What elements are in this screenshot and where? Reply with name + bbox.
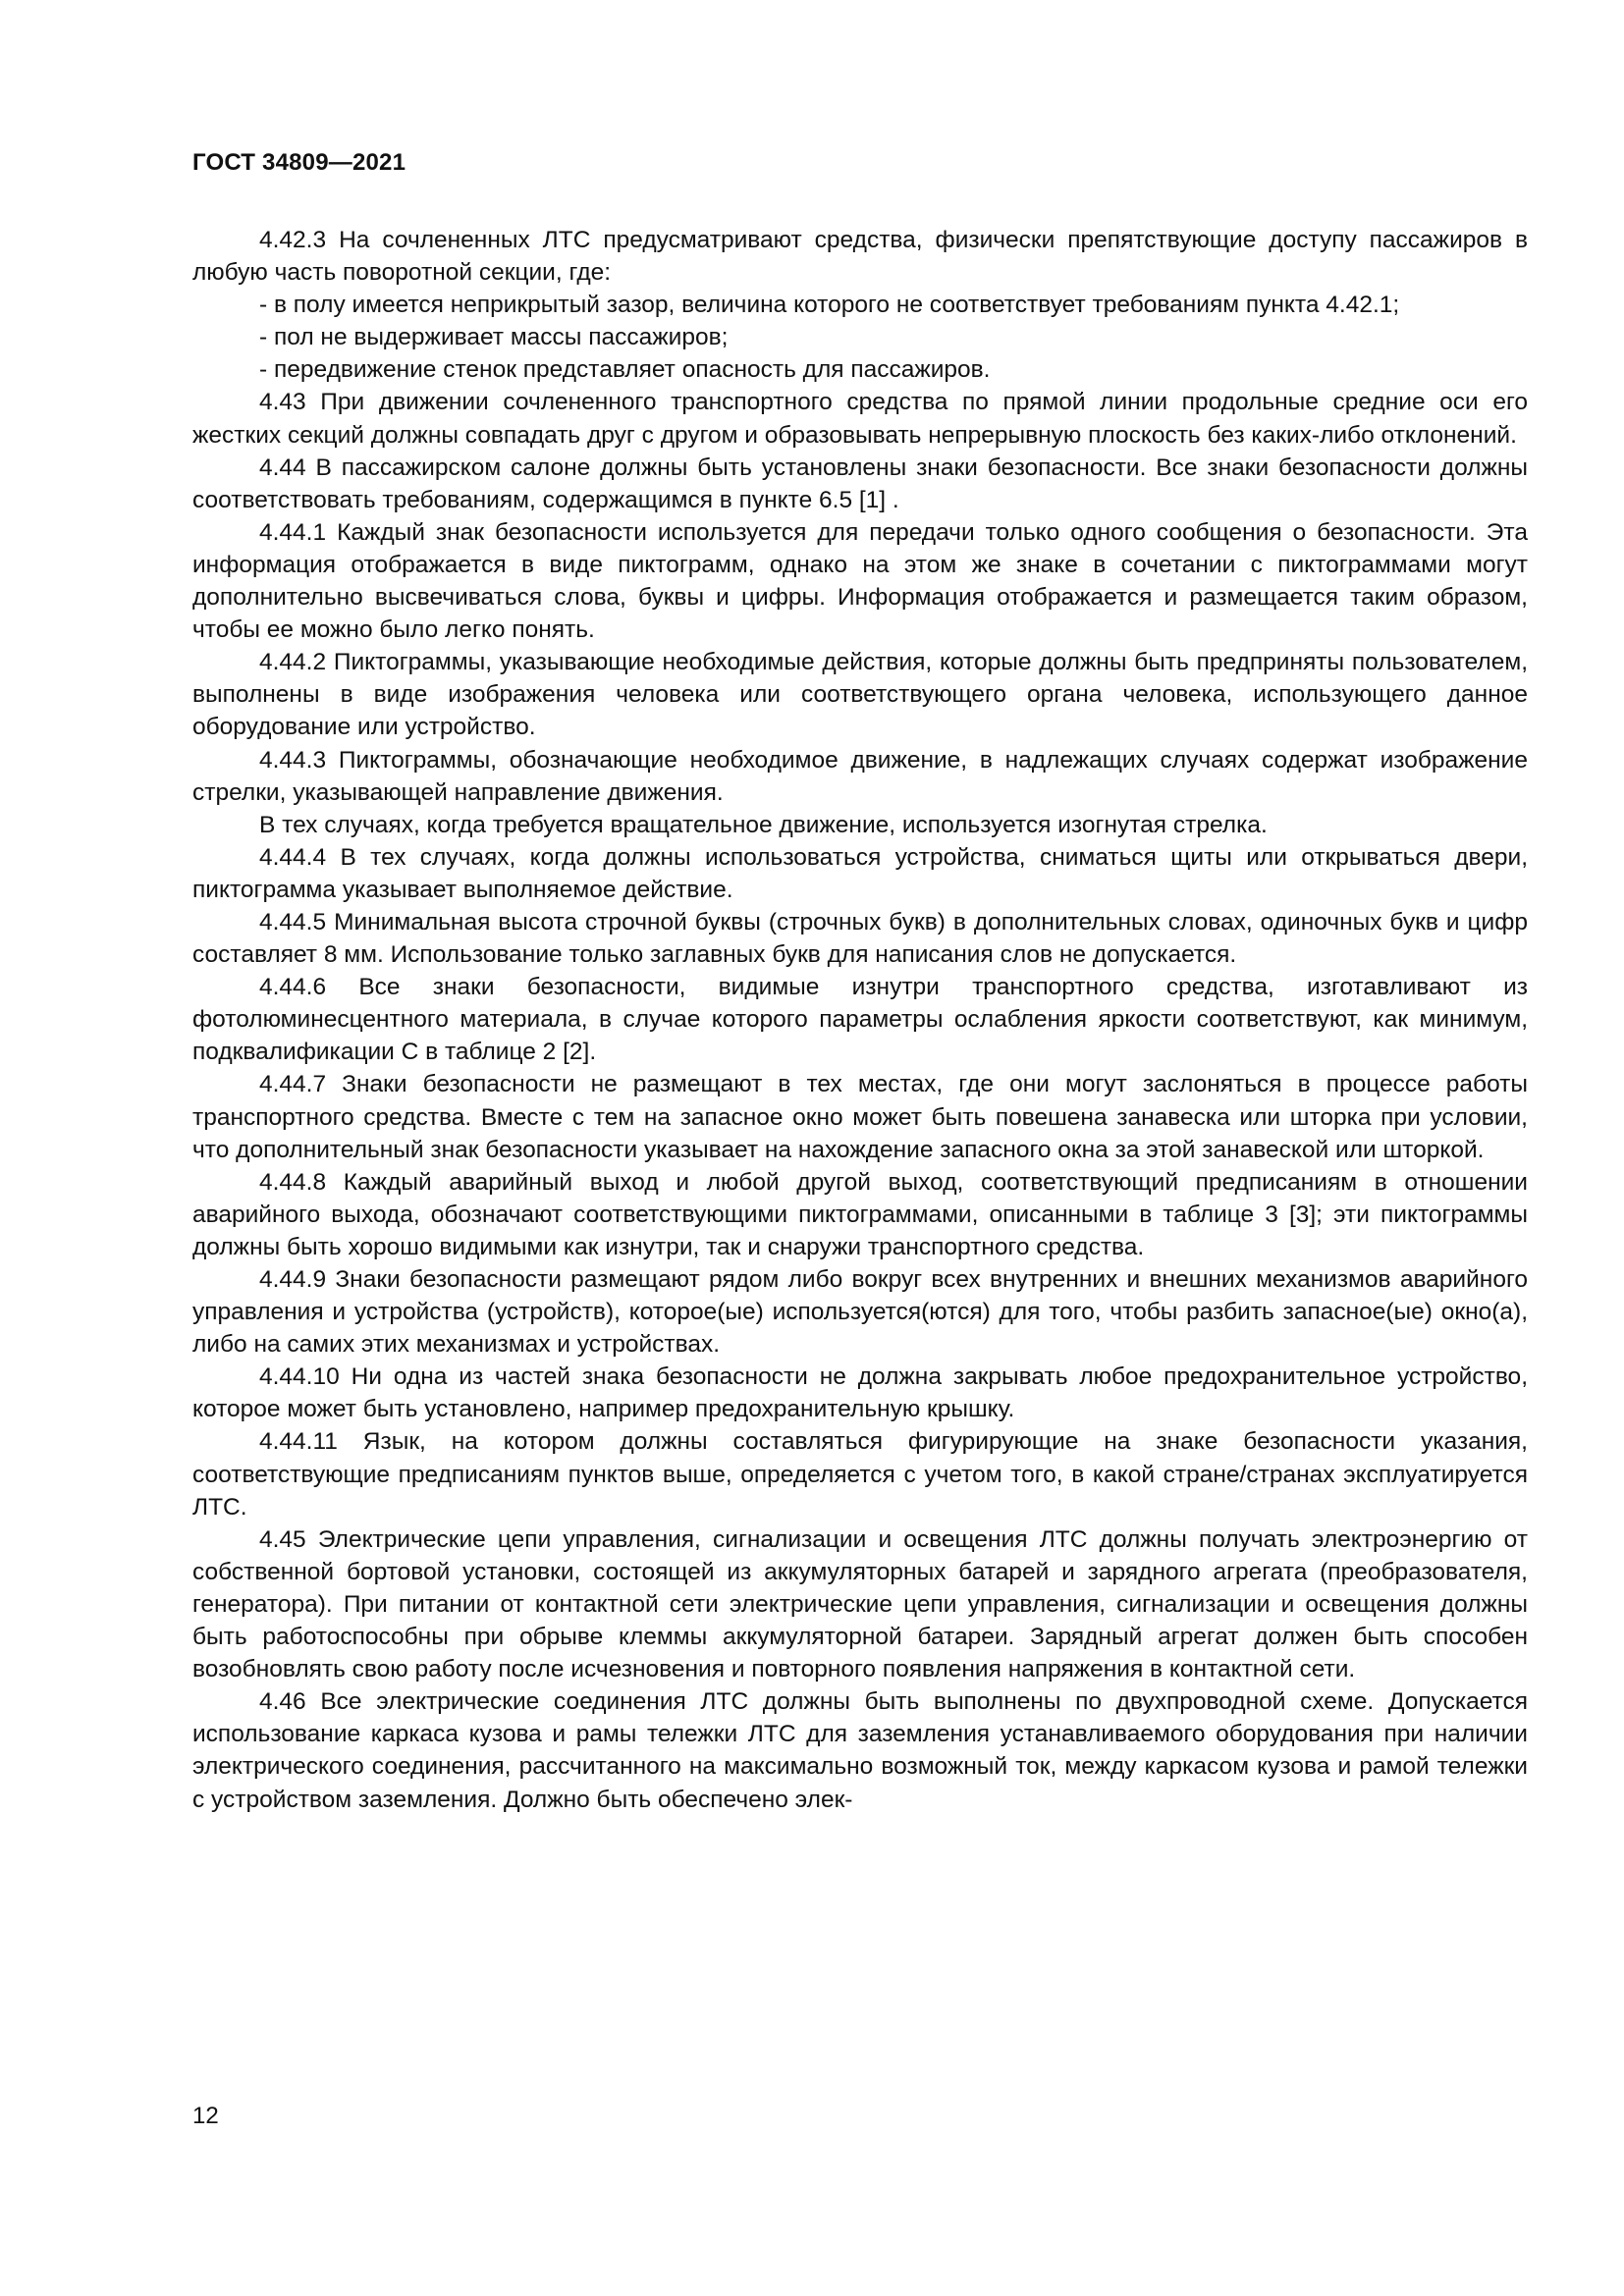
page-number: 12 [192,2103,219,2129]
paragraph-4-44-9: 4.44.9 Знаки безопасности размещают рядом либо вокруг всех внутренних и внешних механизмов аварийного управления и устройства (устройств), которое(ые) используется(ются) для того, чтобы разбить запасное(ые) окно(а), либо на самих этих механизмах и устройствах. [192,1266,1528,1359]
paragraph-4-44-4: 4.44.4 В тех случаях, когда должны использоваться устройства, сниматься щиты или открываться двери, пиктограмма указывает выполняемое действие. [192,843,1528,903]
paragraph-4-44-7: 4.44.7 Знаки безопасности не размещают в тех местах, где они могут заслоняться в процессе работы транспортного средства. Вместе с тем на запасное окно может быть повешена занавеска или шторка при условии, что дополнительный знак безопасности указывает на нахождение запасного окна за этой занавеской или шторкой. [192,1071,1528,1163]
paragraph-4-44-2: 4.44.2 Пиктограммы, указывающие необходимые действия, которые должны быть предприняты пользователем, выполнены в виде изображения человека или соответствующего органа человека, использующего данное оборудование или устройство. [192,649,1528,741]
paragraph-4-44-11: 4.44.11 Язык, на котором должны составляться фигурирующие на знаке безопасности указания, соответствующие предписаниям пунктов выше, определяется с учетом того, в какой стране/странах эксплуатируется ЛТС. [192,1428,1528,1521]
paragraph-4-45: 4.45 Электрические цепи управления, сигнализации и освещения ЛТС должны получать электроэнергию от собственной бортовой установки, состоящей из аккумуляторных батарей и зарядного агрегата (преобразователя, генератора). При питании от контактной сети электрические цепи управления, сигнализации и освещения должны быть работоспособны при обрыве клеммы аккумуляторной батареи. Зарядный агрегат должен быть способен возобновлять свою работу после исчезновения и повторного появления напряжения в контактной сети. [192,1525,1528,1683]
document-body [192,224,1528,1816]
list-item-wall-movement: - передвижение стенок представляет опасность для пассажиров. [259,356,991,384]
paragraph-4-44-1: 4.44.1 Каждый знак безопасности используется для передачи только одного сообщения о безопасности. Эта информация отображается в виде пиктограмм, однако на этом же знаке в сочетании с пиктограммами могут дополнительно высвечиваться слова, буквы и цифры. Информация отображается и размещается таким образом, чтобы ее можно было легко понять. [192,518,1528,644]
paragraph-4-44-3: 4.44.3 Пиктограммы, обозначающие необходимое движение, в надлежащих случаях содержат изображение стрелки, указывающей направление движения. [192,746,1528,806]
paragraph-rotation-arrow: В тех случаях, когда требуется вращательное движение, используется изогнутая стрелка. [259,811,1268,838]
paragraph-4-44: 4.44 В пассажирском салоне должны быть установлены знаки безопасности. Все знаки безопасности должны соответствовать требованиям, содержащимся в пункте 6.5 [1] . [192,454,1528,513]
document-header: ГОСТ 34809—2021 [192,149,406,176]
list-item-floor-load: - пол не выдерживает массы пассажиров; [259,324,729,351]
paragraph-4-44-8: 4.44.8 Каждый аварийный выход и любой другой выход, соответствующий предписаниям в отношении аварийного выхода, обозначают соответствующими пиктограммами, описанными в таблице 3 [3]; эти пиктограммы должны быть хорошо видимыми как изнутри, так и снаружи транспортного средства. [192,1168,1528,1260]
paragraph-4-44-10: 4.44.10 Ни одна из частей знака безопасности не должна закрывать любое предохранительное устройство, которое может быть установлено, например предохранительную крышку. [192,1363,1528,1423]
paragraph-4-43: 4.43 При движении сочлененного транспортного средства по прямой линии продольные средние оси его жестких секций должны совпадать друг с другом и образовывать непрерывную плоскость без каких-либо отклонений. [192,389,1528,449]
paragraph-4-44-5: 4.44.5 Минимальная высота строчной буквы (строчных букв) в дополнительных словах, одиночных букв и цифр составляет 8 мм. Использование только заглавных букв для написания слов не допускается. [192,908,1528,969]
paragraph-4-44-6: 4.44.6 Все знаки безопасности, видимые изнутри транспортного средства, изготавливают из фотолюминесцентного материала, в случае которого параметры ослабления яркости соответствуют, как минимум, подквалификации С в таблице 2 [2]. [192,974,1528,1066]
paragraph-4-42-3: 4.42.3 На сочлененных ЛТС предусматривают средства, физически препятствующие доступу пассажиров в любую часть поворотной секции, где: [192,227,1528,287]
list-item-floor-gap: - в полу имеется неприкрытый зазор, величина которого не соответствует требованиям пункта 4.42.1; [259,292,1400,319]
paragraph-4-46: 4.46 Все электрические соединения ЛТС должны быть выполнены по двухпроводной схеме. Допускается использование каркаса кузова и рамы тележки ЛТС для заземления устанавливаемого оборудования при наличии электрического соединения, рассчитанного на максимально возможный ток, между каркасом кузова и рамой тележки с устройством заземления. Должно быть обеспечено элек- [192,1688,1528,1813]
